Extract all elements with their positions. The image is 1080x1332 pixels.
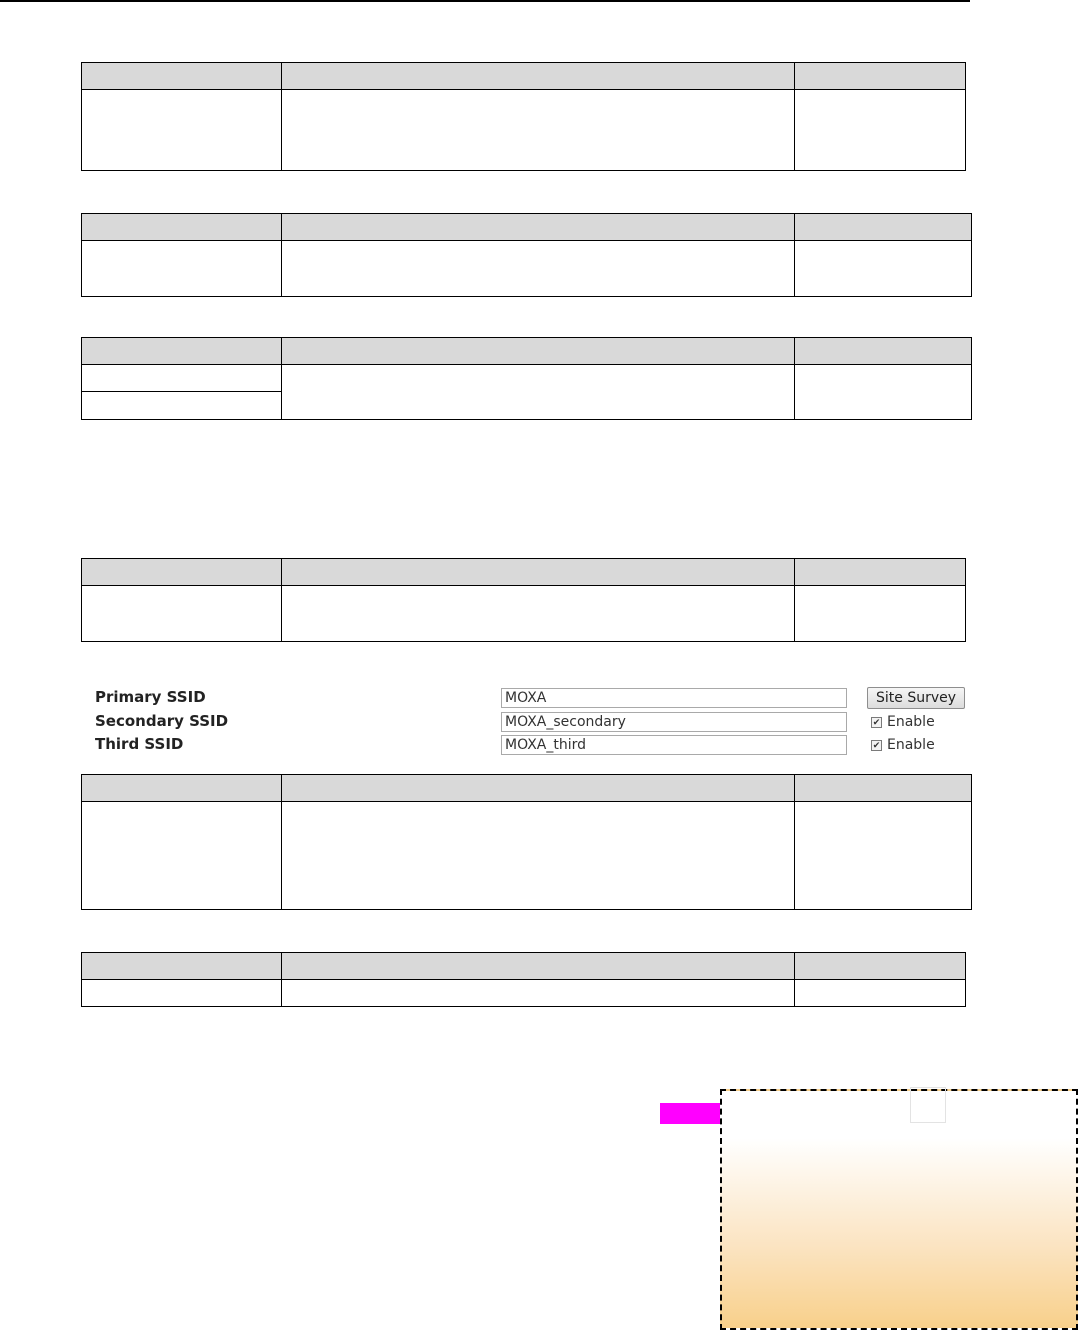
table-header-row bbox=[82, 214, 972, 241]
note-box bbox=[720, 1089, 1078, 1330]
third-enable-checkbox[interactable]: ✔ bbox=[872, 740, 881, 751]
third-enable-toggle[interactable] bbox=[871, 736, 935, 754]
third-ssid-input[interactable] bbox=[501, 735, 847, 755]
param-table-3 bbox=[81, 337, 972, 420]
param-table-5 bbox=[81, 774, 972, 910]
param-table-4 bbox=[81, 558, 966, 642]
table-row bbox=[82, 802, 972, 910]
param-table-2 bbox=[81, 213, 972, 297]
table-row bbox=[82, 365, 972, 392]
note-icon-frame bbox=[910, 1087, 946, 1123]
secondary-enable-toggle[interactable] bbox=[871, 713, 935, 731]
ssid-settings-panel bbox=[95, 686, 970, 760]
param-table-1 bbox=[81, 62, 966, 171]
table-header-row bbox=[82, 63, 966, 90]
primary-ssid-label: Primary SSID bbox=[95, 688, 206, 706]
site-survey-button[interactable]: Site Survey bbox=[867, 687, 965, 709]
secondary-enable-checkbox[interactable]: ✔ bbox=[872, 717, 881, 728]
secondary-enable-label: Enable bbox=[887, 714, 935, 730]
primary-ssid-input[interactable] bbox=[501, 688, 847, 708]
table-header-row bbox=[82, 559, 966, 586]
page-header-rule bbox=[0, 0, 970, 2]
table-header-row bbox=[82, 338, 972, 365]
table-row bbox=[82, 90, 966, 171]
third-enable-label: Enable bbox=[887, 737, 935, 753]
secondary-ssid-label: Secondary SSID bbox=[95, 712, 229, 730]
third-ssid-label: Third SSID bbox=[95, 735, 184, 753]
table-header-row bbox=[82, 775, 972, 802]
table-row bbox=[82, 241, 972, 297]
param-table-6 bbox=[81, 952, 966, 1007]
table-row bbox=[82, 980, 966, 1007]
table-row bbox=[82, 586, 966, 642]
highlight-mark bbox=[660, 1103, 720, 1124]
secondary-ssid-input[interactable] bbox=[501, 712, 847, 732]
table-header-row bbox=[82, 953, 966, 980]
